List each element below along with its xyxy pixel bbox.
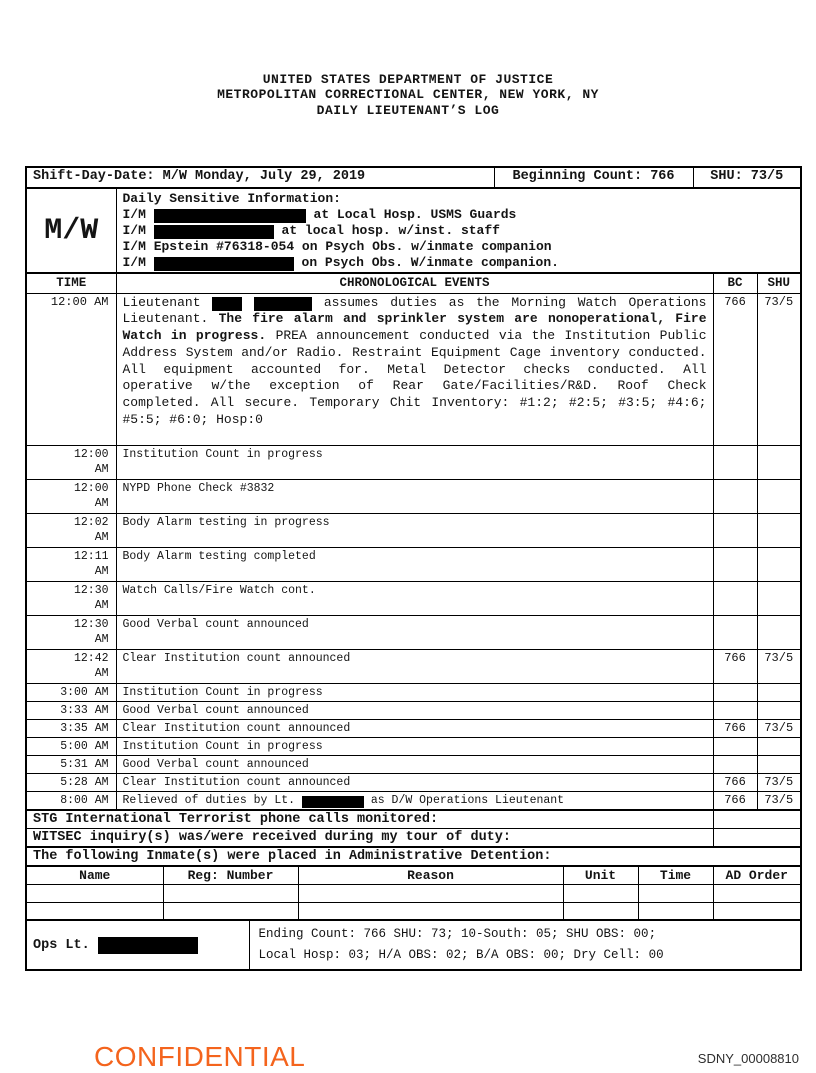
stg-label: STG International Terrorist phone calls monitored: <box>26 810 713 829</box>
witsec-value-cell <box>713 828 801 847</box>
sensitive-line: I/M at local hosp. w/inst. staff <box>122 223 500 238</box>
time-cell: 12:00 AM <box>26 445 116 479</box>
ad-cell <box>713 902 801 920</box>
bc-cell <box>713 701 757 719</box>
log-row <box>26 445 801 479</box>
log-row <box>26 737 801 755</box>
ad-col-reason: Reason <box>298 866 563 885</box>
bc-cell <box>713 737 757 755</box>
event-cell: Clear Institution count announced <box>116 719 713 737</box>
event-cell: Relieved of duties by Lt. as D/W Operations Lieutenant <box>116 791 713 810</box>
time-cell: 5:31 AM <box>26 755 116 773</box>
log-row <box>26 581 801 615</box>
redaction-bar <box>254 297 312 311</box>
log-row <box>26 649 801 683</box>
bc-cell <box>713 755 757 773</box>
ad-col-reg-number: Reg: Number <box>163 866 298 885</box>
witsec-row <box>26 828 801 847</box>
time-cell: 5:28 AM <box>26 773 116 791</box>
redaction-bar <box>154 257 294 271</box>
sensitive-lines <box>123 207 795 271</box>
time-cell: 12:00 AM <box>26 479 116 513</box>
sensitive-line: I/M on Psych Obs. W/inmate companion. <box>122 255 559 270</box>
bc-cell <box>713 581 757 615</box>
sensitive-title: Daily Sensitive Information: <box>122 191 341 206</box>
bc-cell: 766 <box>713 773 757 791</box>
event-cell: Lieutenant assumes duties as the Morning Watch Operations Lieutenant. The fire alarm and sprinkler system are nonoperational, Fire Watch in progress. PREA announcement conducted via the Institution Public Address System and/or Radio. Restraint Equipment Cage inventory conducted. All equipment accounted for. Metal Detector checks conducted. All operative w/the exception of Rear Gate/Facilities/R&D. Roof Check completed. All secure. Temporary Chit Inventory: #1:2; #2:5; #3:5; #4:6; #5:5; #6:0; Hosp:0 <box>116 293 713 445</box>
witsec-label: WITSEC inquiry(s) was/were received during my tour of duty: <box>26 828 713 847</box>
shu-cell <box>757 547 801 581</box>
shu-cell <box>757 701 801 719</box>
bc-cell <box>713 479 757 513</box>
bc-cell <box>713 547 757 581</box>
sensitive-line: I/M at Local Hosp. USMS Guards <box>122 207 517 222</box>
redaction-bar <box>212 297 242 311</box>
time-cell: 12:42 AM <box>26 649 116 683</box>
time-cell: 12:00 AM <box>26 293 116 445</box>
log-header-row <box>26 273 801 293</box>
signature-table <box>25 919 802 971</box>
ad-cell <box>298 884 563 902</box>
log-row <box>26 513 801 547</box>
event-cell: Body Alarm testing completed <box>116 547 713 581</box>
event-cell: Institution Count in progress <box>116 445 713 479</box>
time-cell: 8:00 AM <box>26 791 116 810</box>
ad-cell <box>298 902 563 920</box>
ad-row <box>26 902 801 920</box>
event-cell: Good Verbal count announced <box>116 615 713 649</box>
ad-cell <box>563 884 638 902</box>
sensitive-line: I/M Epstein #76318-054 on Psych Obs. w/inmate companion <box>122 239 552 254</box>
shu-cell: 73/5 <box>757 719 801 737</box>
ad-cell <box>163 884 298 902</box>
log-row <box>26 755 801 773</box>
ad-col-time: Time <box>638 866 713 885</box>
chronological-log-table <box>25 272 802 811</box>
ad-empty-rows <box>26 884 801 920</box>
bc-cell: 766 <box>713 719 757 737</box>
ending-count-line1: Ending Count: 766 SHU: 73; 10-South: 05; SHU OBS: 00; <box>258 927 657 941</box>
shu-cell: 73/5 <box>757 649 801 683</box>
bates-number: SDNY_00008810 <box>697 1051 799 1066</box>
ops-row <box>26 920 801 970</box>
bc-column-header: BC <box>713 273 757 293</box>
log-row <box>26 791 801 810</box>
log-row <box>26 479 801 513</box>
log-row <box>26 683 801 701</box>
ops-signature-cell: Ops Lt. <box>26 920 249 970</box>
ad-header-row <box>26 866 801 885</box>
redaction-bar <box>98 937 198 954</box>
sensitive-info-cell <box>116 188 801 273</box>
redaction-bar <box>154 225 274 239</box>
time-cell: 12:02 AM <box>26 513 116 547</box>
time-cell: 3:35 AM <box>26 719 116 737</box>
event-cell: NYPD Phone Check #3832 <box>116 479 713 513</box>
bc-cell <box>713 615 757 649</box>
ad-cell <box>638 884 713 902</box>
bc-cell: 766 <box>713 293 757 445</box>
confidential-stamp: CONFIDENTIAL <box>94 1041 306 1072</box>
shift-day-date-cell: Shift-Day-Date: M/W Monday, July 29, 2019 <box>26 167 494 188</box>
ending-count-cell <box>249 920 801 970</box>
event-cell: Good Verbal count announced <box>116 701 713 719</box>
time-cell: 12:30 AM <box>26 581 116 615</box>
bc-cell <box>713 683 757 701</box>
shu-cell: 73/5 <box>757 773 801 791</box>
log-row <box>26 719 801 737</box>
stg-row <box>26 810 801 829</box>
ad-col-name: Name <box>26 866 163 885</box>
doc-header-line1: UNITED STATES DEPARTMENT OF JUSTICE <box>262 72 554 87</box>
time-cell: 12:30 AM <box>26 615 116 649</box>
ad-row <box>26 884 801 902</box>
shu-cell: 73/5 <box>757 791 801 810</box>
time-cell: 12:11 AM <box>26 547 116 581</box>
watch-code: M/W <box>26 188 116 273</box>
doc-header-line3: DAILY LIEUTENANT’S LOG <box>316 102 500 118</box>
ad-intro-table <box>25 846 802 867</box>
ad-cell <box>638 902 713 920</box>
ad-cell <box>26 902 163 920</box>
event-cell: Institution Count in progress <box>116 737 713 755</box>
shu-cell <box>757 683 801 701</box>
log-row <box>26 547 801 581</box>
shu-cell <box>757 737 801 755</box>
shu-cell <box>757 615 801 649</box>
bc-cell <box>713 513 757 547</box>
shu-cell <box>757 513 801 547</box>
ad-col-ad-order: AD Order <box>713 866 801 885</box>
shu-cell <box>757 479 801 513</box>
ad-col-unit: Unit <box>563 866 638 885</box>
monitoring-rows-table <box>25 809 802 848</box>
event-cell: Watch Calls/Fire Watch cont. <box>116 581 713 615</box>
shu-column-header: SHU <box>757 273 801 293</box>
events-column-header: CHRONOLOGICAL EVENTS <box>116 273 713 293</box>
sensitive-info-row <box>26 188 801 273</box>
shu-count-cell: SHU: 73/5 <box>693 167 801 188</box>
ad-intro-label: The following Inmate(s) were placed in Administrative Detention: <box>26 847 801 866</box>
log-row <box>26 701 801 719</box>
shift-row-table <box>25 166 802 189</box>
shu-cell <box>757 755 801 773</box>
beginning-count-cell: Beginning Count: 766 <box>494 167 693 188</box>
admin-detention-table <box>25 865 802 922</box>
log-row <box>26 615 801 649</box>
ad-cell <box>563 902 638 920</box>
event-cell: Institution Count in progress <box>116 683 713 701</box>
time-cell: 5:00 AM <box>26 737 116 755</box>
event-cell: Body Alarm testing in progress <box>116 513 713 547</box>
doc-header-line2: METROPOLITAN CORRECTIONAL CENTER, NEW YORK, NY <box>217 87 599 103</box>
ending-count-line2: Local Hosp: 03; H/A OBS: 02; B/A OBS: 00; Dry Cell: 00 <box>258 948 664 962</box>
bc-cell: 766 <box>713 791 757 810</box>
ad-intro-row <box>26 847 801 866</box>
stg-value-cell <box>713 810 801 829</box>
redaction-bar <box>302 796 364 808</box>
ad-cell <box>26 884 163 902</box>
doc-header <box>0 72 816 118</box>
time-cell: 3:00 AM <box>26 683 116 701</box>
event-cell: Good Verbal count announced <box>116 755 713 773</box>
shu-cell <box>757 445 801 479</box>
ad-cell <box>713 884 801 902</box>
log-row <box>26 773 801 791</box>
event-cell: Clear Institution count announced <box>116 649 713 683</box>
redaction-bar <box>154 209 306 223</box>
log-rows <box>26 293 801 810</box>
shu-cell <box>757 581 801 615</box>
time-cell: 3:33 AM <box>26 701 116 719</box>
bc-cell <box>713 445 757 479</box>
shift-row <box>26 167 801 188</box>
shu-cell: 73/5 <box>757 293 801 445</box>
time-column-header: TIME <box>26 273 116 293</box>
sensitive-info-table <box>25 187 802 274</box>
log-row <box>26 293 801 445</box>
log-form <box>25 166 800 971</box>
ad-cell <box>163 902 298 920</box>
event-cell: Clear Institution count announced <box>116 773 713 791</box>
bc-cell: 766 <box>713 649 757 683</box>
